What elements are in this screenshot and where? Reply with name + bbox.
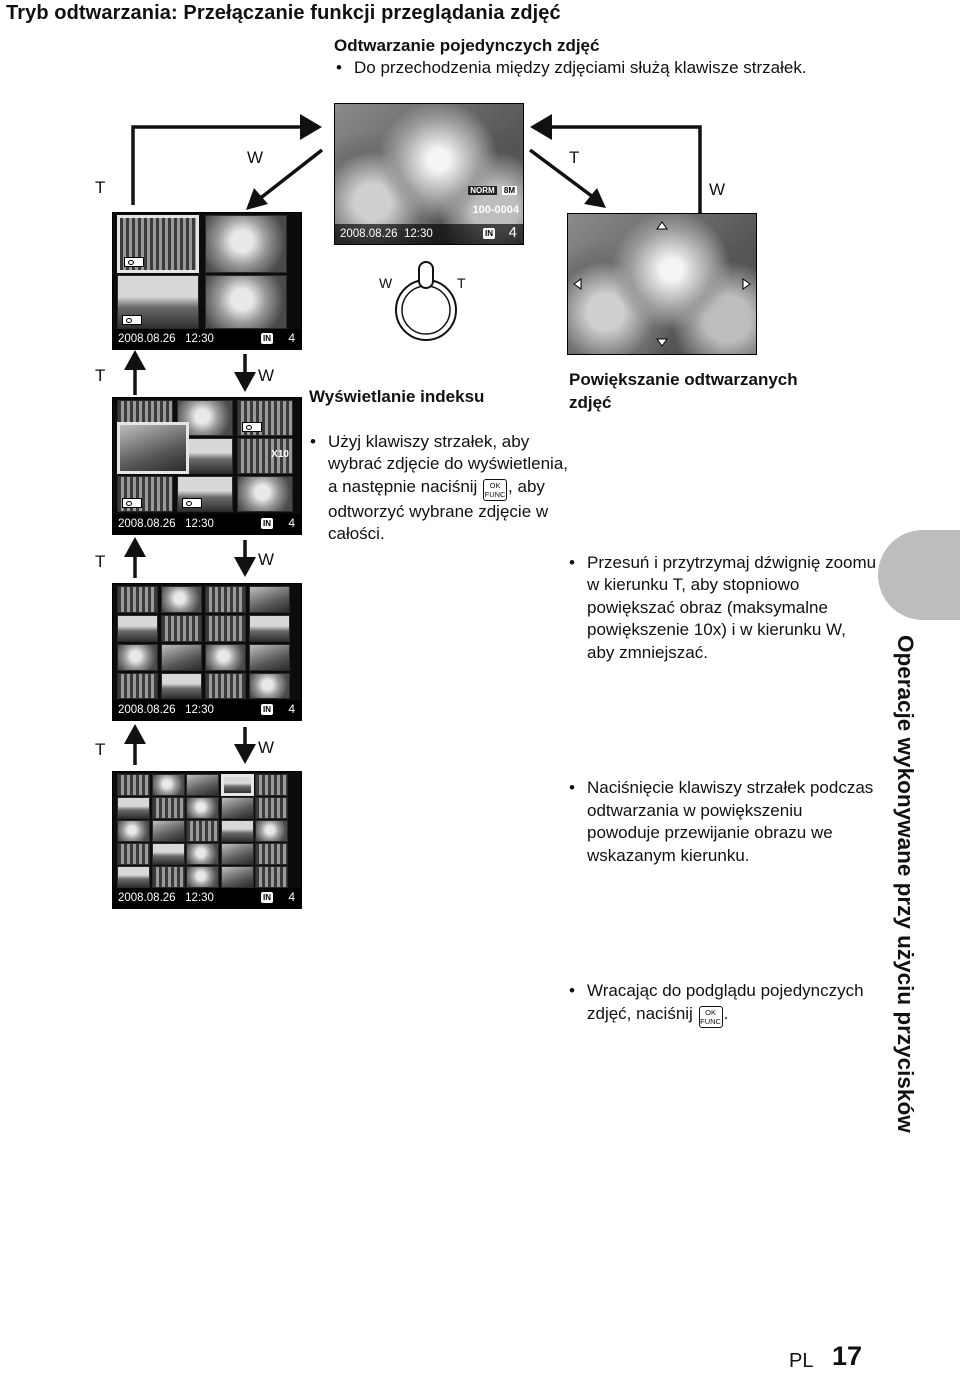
label-t: T — [95, 178, 106, 197]
side-tab-marker — [878, 530, 960, 620]
index-thumbnail[interactable] — [152, 774, 185, 796]
index-thumbnail[interactable] — [186, 866, 219, 888]
screen-date: 2008.08.26 — [118, 704, 176, 716]
index-thumbnail[interactable] — [255, 774, 288, 796]
index-thumbnail[interactable] — [152, 866, 185, 888]
frame-count: 4 — [288, 516, 295, 530]
index-bullet-text: Użyj klawiszy strzałek, aby wybrać zdjęcie do wyświetlenia, a następnie naciśnij — [328, 431, 568, 496]
index-thumbnail[interactable] — [205, 644, 246, 671]
index-thumbnail[interactable] — [205, 215, 287, 273]
frame-count: 4 — [508, 224, 517, 241]
index-grid-25 — [117, 774, 291, 887]
screen-date: 2008.08.26 — [340, 228, 398, 240]
index-thumbnail[interactable] — [237, 476, 293, 512]
memory-badge: IN — [263, 334, 271, 343]
index-thumbnail[interactable] — [117, 673, 158, 699]
index-thumbnail[interactable] — [117, 215, 199, 273]
zoom-bullet-3-end: . — [723, 1003, 729, 1023]
label-w: W — [709, 180, 726, 199]
index-thumbnail[interactable] — [255, 866, 288, 888]
index-thumbnail[interactable] — [186, 820, 219, 842]
index-thumbnail[interactable] — [117, 866, 150, 888]
zoomed-photo-screen — [567, 213, 757, 355]
memory-badge: IN — [263, 893, 271, 902]
zoom-bullet-2: • Naciśnięcie klawiszy strzałek podczas odtwarzania w powiększeniu powoduje przewijanie obrazu we wskazanym kierunku. — [569, 777, 877, 867]
index-thumbnail[interactable] — [117, 275, 199, 329]
label-w: W — [258, 738, 275, 757]
index-thumbnail[interactable] — [186, 797, 219, 819]
index-thumbnail[interactable] — [237, 400, 293, 436]
index-thumbnail[interactable] — [255, 820, 288, 842]
frame-count: 4 — [288, 702, 295, 716]
index-4-screen — [112, 212, 302, 350]
label-w: W — [247, 148, 264, 167]
label-w: W — [258, 550, 275, 569]
index-thumbnail[interactable] — [237, 438, 293, 474]
index-thumbnail[interactable] — [161, 615, 202, 642]
label-w: W — [258, 366, 275, 385]
frame-count: 4 — [288, 331, 295, 345]
zoom-lever-w: W — [379, 275, 393, 291]
screen-date: 2008.08.26 — [118, 333, 176, 345]
zoom-bullet-3 — [569, 980, 877, 1028]
index-thumbnail[interactable] — [205, 615, 246, 642]
func-label: FUNC — [700, 1016, 721, 1026]
index-thumbnail[interactable] — [221, 797, 254, 819]
index-thumbnail[interactable] — [221, 866, 254, 888]
ok-label: OK — [489, 480, 501, 490]
screen-time: 12:30 — [403, 228, 433, 240]
ok-func-icon — [483, 479, 507, 501]
index-thumbnail[interactable] — [249, 673, 290, 699]
index-thumbnail[interactable] — [255, 843, 288, 865]
index-thumbnail[interactable] — [152, 797, 185, 819]
index-thumbnail[interactable] — [117, 843, 150, 865]
index-thumbnail[interactable] — [249, 586, 290, 613]
index-thumbnail[interactable] — [205, 673, 246, 699]
index-thumbnail[interactable] — [152, 843, 185, 865]
index-thumbnail[interactable] — [186, 774, 219, 796]
single-playback-heading: Odtwarzanie pojedynczych zdjęć — [334, 36, 600, 55]
index-thumbnail[interactable] — [221, 843, 254, 865]
memory-badge: IN — [263, 519, 271, 528]
index-thumbnail[interactable] — [161, 644, 202, 671]
screen-time: 12:30 — [185, 704, 214, 716]
index-thumbnail[interactable] — [117, 774, 150, 796]
zoom-heading: Powiększanie odtwarzanych zdjęć — [569, 370, 798, 412]
func-label: FUNC — [484, 489, 506, 499]
screen-time: 12:30 — [185, 333, 214, 345]
index-thumbnail[interactable] — [221, 774, 254, 796]
index-thumbnail[interactable] — [117, 586, 158, 613]
index-25-screen — [112, 771, 302, 909]
index-thumbnail[interactable] — [177, 476, 233, 512]
index-bullet-text-end: , aby odtworzyć wybrane zdjęcie w całości. — [328, 476, 549, 543]
page-title: Tryb odtwarzania: Przełączanie funkcji przeglądania zdjęć — [6, 2, 561, 24]
screen-time: 12:30 — [185, 892, 214, 904]
memory-badge: IN — [263, 705, 271, 714]
label-t: T — [95, 366, 106, 385]
memory-badge: IN — [485, 229, 493, 238]
zoom-badge: X10 — [271, 449, 289, 460]
index-thumbnail[interactable] — [249, 615, 290, 642]
frame-count: 4 — [288, 890, 295, 904]
index-thumbnail[interactable] — [117, 797, 150, 819]
index-9-screen — [112, 397, 302, 535]
index-heading: Wyświetlanie indeksu — [309, 387, 485, 406]
zoom-lever-t: T — [457, 275, 466, 291]
single-playback-bullet: • Do przechodzenia między zdjęciami służą klawisze strzałek. — [336, 57, 914, 80]
screen-date: 2008.08.26 — [118, 892, 176, 904]
index-thumbnail[interactable] — [117, 476, 173, 512]
zoom-lever-icon — [370, 258, 490, 358]
zoom-bullet-3-text: Wracając do podglądu pojedynczych zdjęć, naciśnij — [587, 981, 864, 1023]
label-t: T — [569, 148, 580, 167]
index-16-screen — [112, 583, 302, 721]
index-thumbnail[interactable] — [117, 615, 158, 642]
index-thumbnail[interactable] — [205, 586, 246, 613]
index-thumbnail[interactable] — [205, 275, 287, 329]
size-badge: 8M — [503, 186, 515, 195]
file-number: 100-0004 — [472, 204, 519, 216]
zoom-bullet-1: • Przesuń i przytrzymaj dźwignię zoomu w kierunku T, aby stopniowo powiększać obraz (maksymalne powiększenie 10x) i w kierunku W, aby zmniejszać. — [569, 552, 877, 665]
screen-time: 12:30 — [185, 518, 214, 530]
index-thumbnail[interactable] — [249, 644, 290, 671]
index-thumbnail[interactable] — [221, 820, 254, 842]
index-thumbnail[interactable] — [186, 843, 219, 865]
quality-badge: NORM — [470, 186, 495, 195]
index-thumbnail[interactable] — [255, 797, 288, 819]
index-bullet — [310, 431, 576, 546]
index-thumbnail[interactable] — [117, 820, 150, 842]
index-thumbnail[interactable] — [161, 586, 202, 613]
language-code: PL — [789, 1350, 814, 1372]
label-t: T — [95, 552, 106, 571]
ok-func-icon — [699, 1006, 723, 1028]
ok-label: OK — [705, 1007, 716, 1017]
page-number: 17 — [832, 1341, 863, 1371]
index-thumbnail[interactable] — [161, 673, 202, 699]
index-thumbnail-selected[interactable] — [117, 422, 189, 474]
label-t: T — [95, 740, 106, 759]
side-tab-label: Operacje wykonywane przy użyciu przycisków — [893, 635, 918, 1133]
index-thumbnail[interactable] — [117, 644, 158, 671]
screen-date: 2008.08.26 — [118, 518, 176, 530]
index-thumbnail[interactable] — [152, 820, 185, 842]
